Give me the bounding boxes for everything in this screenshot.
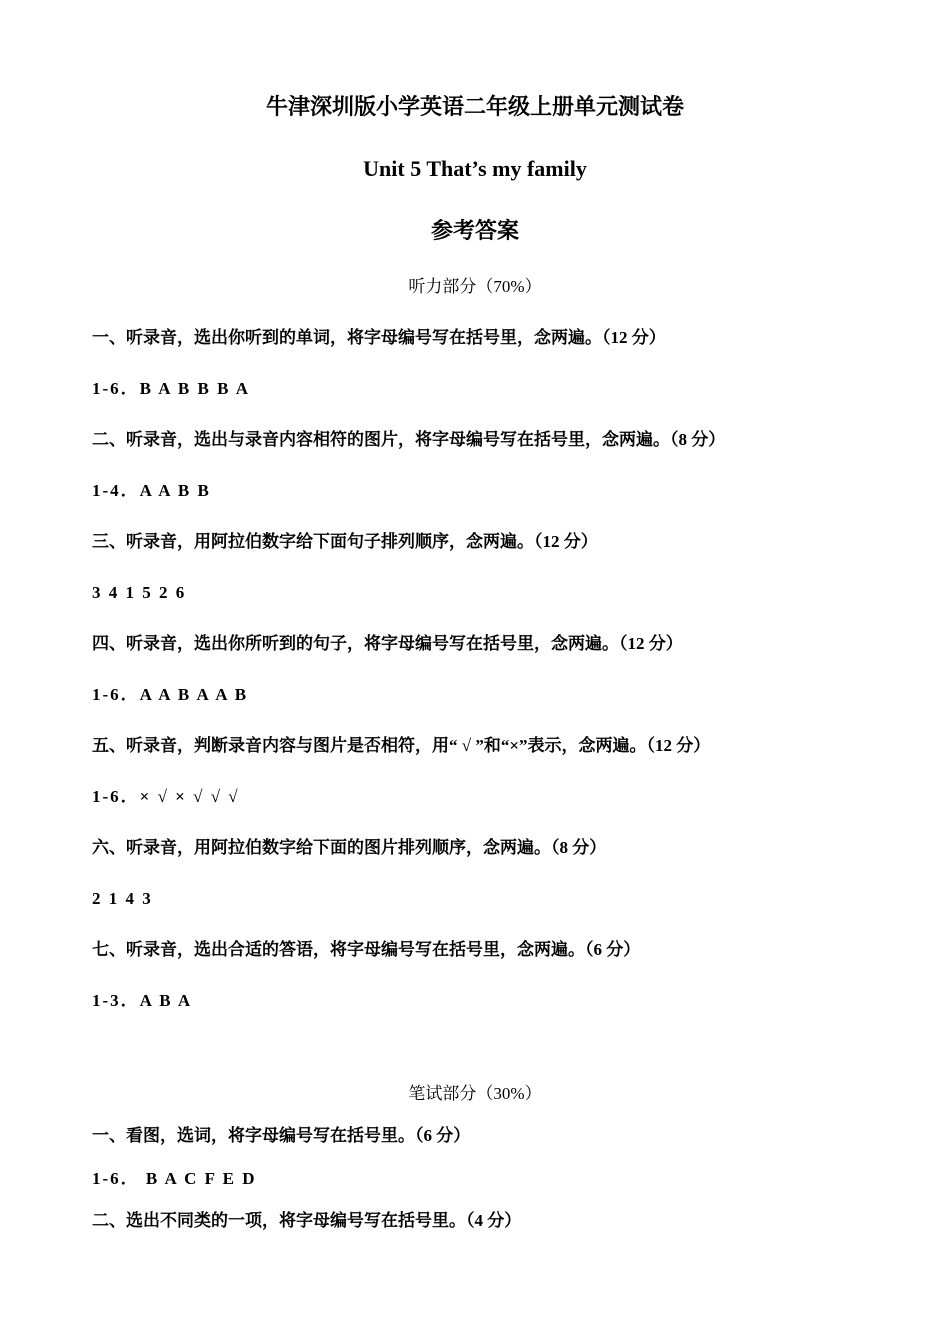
document-title: 牛津深圳版小学英语二年级上册单元测试卷 — [265, 94, 684, 119]
listening-heading: 听力部分（70%） — [408, 277, 542, 296]
listening-answer-6: 2 1 4 3 — [92, 889, 153, 908]
answer-heading: 参考答案 — [430, 218, 519, 243]
listening-question-3: 三、听录音，用阿拉伯数字给下面句子排列顺序，念两遍。（12 分） — [92, 532, 598, 551]
listening-answer-2: 1-4．A A B B — [92, 481, 211, 500]
listening-question-6: 六、听录音，用阿拉伯数字给下面的图片排列顺序，念两遍。（8 分） — [92, 838, 607, 857]
written-question-2: 二、选出不同类的一项，将字母编号写在括号里。（4 分） — [92, 1211, 522, 1230]
listening-question-4: 四、听录音，选出你所听到的句子，将字母编号写在括号里，念两遍。（12 分） — [92, 634, 683, 653]
listening-answer-4: 1-6．A A B A A B — [92, 685, 249, 704]
written-answer-1: 1-6． B A C F E D — [92, 1169, 257, 1188]
listening-answer-3: 3 4 1 5 2 6 — [92, 583, 187, 602]
listening-answer-1: 1-6．B A B B B A — [92, 379, 251, 398]
written-question-1: 一、看图，选词，将字母编号写在括号里。（6 分） — [92, 1126, 471, 1145]
listening-question-5: 五、听录音，判断录音内容与图片是否相符，用“ √ ”和“×”表示，念两遍。（12 分） — [92, 736, 711, 755]
listening-question-1: 一、听录音，选出你听到的单词，将字母编号写在括号里，念两遍。（12 分） — [92, 328, 666, 347]
unit-title: Unit 5 That’s my family — [363, 156, 587, 181]
written-heading: 笔试部分（30%） — [408, 1084, 542, 1103]
listening-question-2: 二、听录音，选出与录音内容相符的图片，将字母编号写在括号里，念两遍。（8 分） — [92, 430, 726, 449]
listening-question-7: 七、听录音，选出合适的答语，将字母编号写在括号里，念两遍。（6 分） — [92, 940, 641, 959]
listening-answer-7: 1-3．A B A — [92, 991, 193, 1010]
listening-answer-5: 1-6．× √ × √ √ √ — [92, 787, 240, 806]
